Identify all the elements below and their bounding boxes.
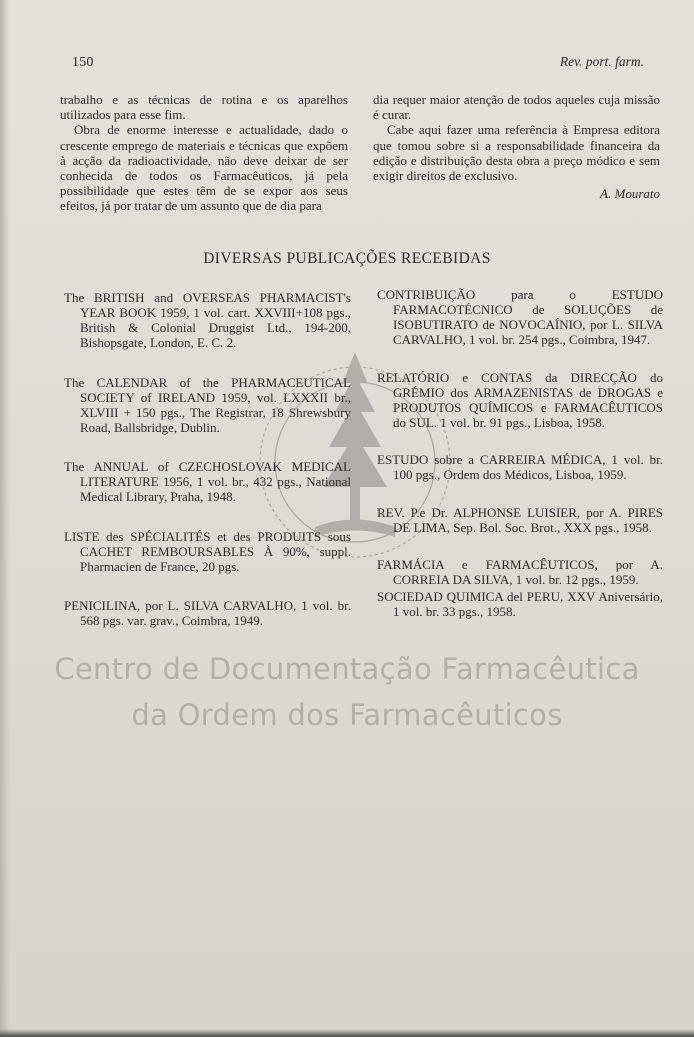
top-right-column [373,92,660,201]
watermark-line-2: da Ordem dos Farmacêuticos [131,698,563,732]
list-item: LISTE des SPÉCIALITÉS et des PRODUITS sous CACHET REMBOURSABLES À 90%, suppl. Pharmacien de France, 20 pgs. [64,529,351,574]
paragraph: trabalho e as técnicas de rotina e os aparelhos utilizados para esse fim. [60,92,348,123]
list-item: REV. P.e Dr. ALPHONSE LUISIER, por A. PIRES DE LIMA, Sep. Bol. Soc. Brot., XXX pgs., 1958. [377,505,663,535]
top-left-column [60,92,348,214]
page-bottom-edge [0,1029,694,1037]
watermark-line-1: Centro de Documentação Farmacêutica [54,652,640,686]
publications-list-left [60,290,351,628]
list-item: PENICILINA, por L. SILVA CARVALHO, 1 vol. br. 568 pgs. var. grav., Coimbra, 1949. [64,598,351,628]
list-item: The ANNUAL of CZECHOSLOVAK MEDICAL LITERATURE 1956, 1 vol. br., 432 pgs., National Medical Library, Praha, 1948. [64,459,351,504]
list-item: The CALENDAR of the PHARMACEUTICAL SOCIETY of IRELAND 1959, vol. LXXXII br., XLVIII + 150 pgs., The Registrar, 18 Shrewsbury Road, Ballsbridge, Dublin. [64,375,351,435]
paragraph: Cabe aqui fazer uma referência à Empresa editora que tomou sobre si a responsabilidade financeira da edição e distribuição desta obra a preço módico e sem exigir direitos de exclusivo. [373,122,660,184]
author-signature: A. Mourato [600,186,660,202]
page-number: 150 [72,55,94,70]
paragraph: dia requer maior atenção de todos aqueles cuja missão é curar. [373,92,660,123]
paragraph: Obra de enorme interesse e actualidade, dado o crescente emprego de materiais e técnicas que expõem à acção da radioactividade, não deve deixar de ser conhecida de todos os Farmacêuticos, já pela possibilidade que estes têm de se expor aos seus efeitos, já por tratar de um assunto que de dia para [60,122,348,214]
list-item: CONTRIBUIÇÃO para o ESTUDO FARMACOTÉCNICO de SOLUÇÕES de ISOBUTIRATO de NOVOCAÍNIO, por L. SILVA CARVALHO, 1 vol. br. 254 pgs., Coimbra, 1947. [377,287,663,347]
section-title: DIVERSAS PUBLICAÇÕES RECEBIDAS [203,250,491,267]
list-item: SOCIEDAD QUIMICA del PERU, XXV Aniversário, 1 vol. br. 33 pgs., 1958. [377,589,663,619]
list-item: RELATÓRIO e CONTAS da DIRECÇÃO do GRÉMIO dos ARMAZENISTAS de DROGAS e PRODUTOS QUÍMICOS e FARMACÊUTICOS do SUL. 1 vol. br. 91 pgs., Lisboa, 1958. [377,370,663,430]
list-item: ESTUDO sobre a CARREIRA MÉDICA, 1 vol. br. 100 pgs., Ordem dos Médicos, Lisboa, 1959. [377,452,663,482]
page-left-shadow [0,0,10,1037]
list-item: FARMÁCIA e FARMACÊUTICOS, por A. CORREIA DA SILVA, 1 vol. br. 12 pgs., 1959. [377,557,663,587]
publications-list-right [373,287,663,619]
running-head-journal: Rev. port. farm. [559,54,644,69]
list-item: The BRITISH and OVERSEAS PHARMACIST's YEAR BOOK 1959, 1 vol. cart. XXVIII+108 pgs., British & Colonial Druggist Ltd., 194-200, Bishopsgate, London, E. C. 2. [64,290,351,350]
